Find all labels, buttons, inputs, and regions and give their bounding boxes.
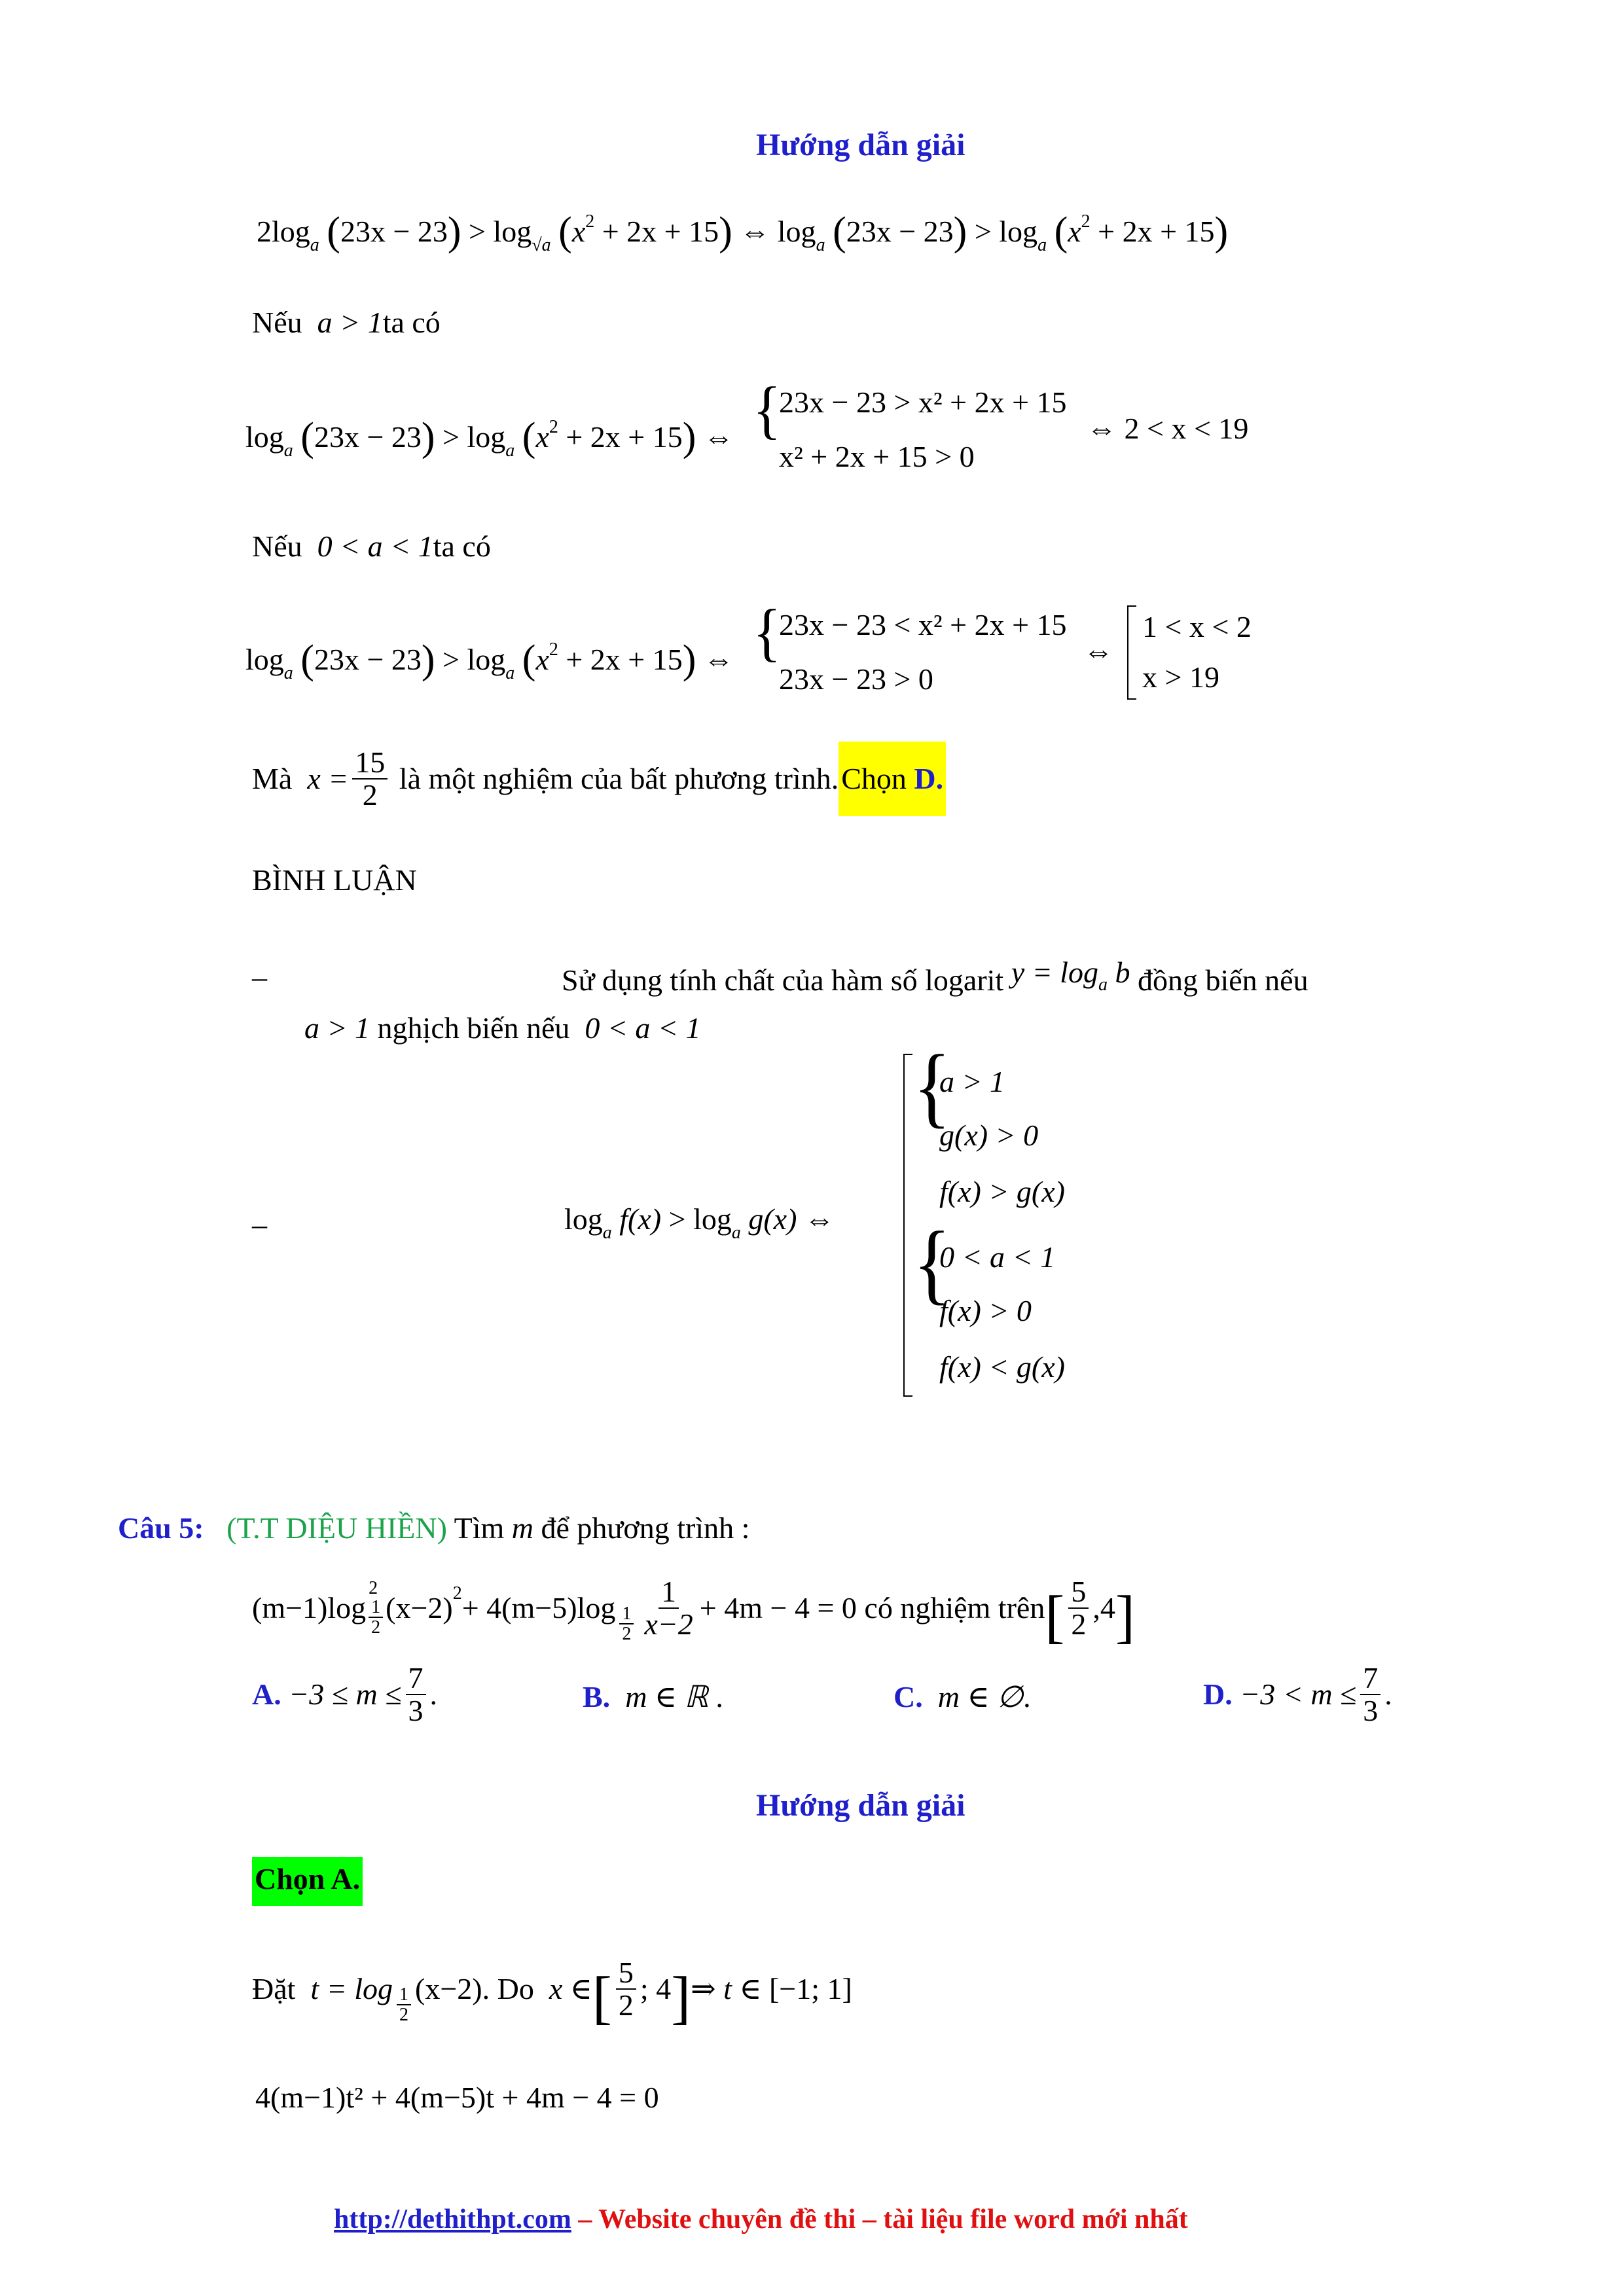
condition-5: f(x) > 0 bbox=[939, 1294, 1032, 1327]
condition-2: g(x) > 0 bbox=[939, 1119, 1039, 1152]
question-5-header: Câu 5: (T.T DIỆU HIỀN) Tìm m để phương trình : bbox=[118, 1511, 750, 1545]
answer-choice: Chọn A. bbox=[252, 1864, 363, 1894]
question-5-equation: (m−1)log 2 $\frac{1}{2}$ (x−2) 2 + 4(m−5)log $\frac{1}{2}$ $\frac{1}{x-2}$ + 4m − 4 = 0 có nghiệm trên [ $\frac{5}{2}$ ,4 ] bbox=[252, 1575, 1135, 1650]
brace-icon: { bbox=[753, 374, 782, 446]
solution-heading: Hướng dẫn giải bbox=[756, 128, 965, 162]
brace-icon: { bbox=[913, 1035, 951, 1136]
footer bbox=[334, 2206, 1188, 2233]
brace-icon: { bbox=[913, 1212, 951, 1313]
bullet-1-line-2: a > 1 nghịch biến nếu 0 < a < 1 bbox=[304, 1011, 701, 1045]
final-equation: 4(m−1)t² + 4(m−5)t + 4m − 4 = 0 bbox=[255, 2081, 659, 2114]
footer-link[interactable]: http://dethithpt.com bbox=[334, 2204, 571, 2234]
system-2-result-2: x > 19 bbox=[1142, 660, 1219, 694]
case-a-greater-1: Nếu a > 1ta có bbox=[252, 306, 441, 339]
brace-icon: { bbox=[753, 597, 782, 668]
substitution-line: Đặt t = log $\frac{1}{2}$ (x−2). Do x ∈ [ $\frac{5}{2}$ ; 4 ] ⇒ t ∈ [−1; 1] bbox=[252, 1956, 852, 2031]
system-1-row-1: 23x − 23 > x² + 2x + 15 bbox=[779, 386, 1067, 419]
bracket-icon bbox=[903, 1054, 912, 1397]
footer-text: – Website chuyên đề thi – tài liệu file word mới nhất bbox=[571, 2204, 1188, 2234]
system-1-lhs: $\log_a (23x - 23) > \log_a (x^2 + 2x + 15)$ ⇔ bbox=[245, 415, 734, 461]
comment-heading: BÌNH LUẬN bbox=[252, 863, 417, 897]
solution-heading-2: Hướng dẫn giải bbox=[756, 1788, 965, 1823]
system-1-result: ⇔ 2 < x < 19 bbox=[1087, 412, 1249, 445]
conclusion-line: Mà x = $\frac{15}{2}$ là một nghiệm của bất phương trình. Chọn D. bbox=[252, 742, 946, 816]
bullet-2-lhs: $\log_a f(x) > \log_a g(x)$ ⇔ bbox=[564, 1202, 835, 1243]
condition-6: f(x) < g(x) bbox=[939, 1350, 1065, 1384]
case-a-less-1: Nếu 0 < a < 1ta có bbox=[252, 529, 491, 563]
option-d[interactable]: D. −3 < m ≤ $\frac{7}{3}$ . bbox=[1203, 1661, 1392, 1728]
bracket-icon bbox=[1127, 605, 1136, 700]
system-2-result-1: 1 < x < 2 bbox=[1142, 610, 1252, 643]
bullet-dash: – bbox=[252, 1208, 267, 1241]
condition-4: 0 < a < 1 bbox=[939, 1240, 1056, 1274]
system-2-lhs: $\log_a (23x - 23) > \log_a (x^2 + 2x + 15)$ ⇔ bbox=[245, 637, 734, 683]
condition-3: f(x) > g(x) bbox=[939, 1175, 1065, 1208]
bullet-dash: – bbox=[252, 960, 267, 994]
equation-1: $2\log_a$ $(23x - 23) > \log_{√a} (x^2 + 2x + 15)$ ⇔ $\log_a (23x - 23) > \log_a (x^2 + 2x + 15)$ bbox=[257, 209, 1229, 255]
option-a[interactable]: A. −3 ≤ m ≤ $\frac{7}{3}$ . bbox=[252, 1661, 437, 1728]
system-1-row-2: x² + 2x + 15 > 0 bbox=[779, 440, 975, 473]
system-2-row-2: 23x − 23 > 0 bbox=[779, 662, 933, 696]
condition-1: a > 1 bbox=[939, 1065, 1005, 1098]
option-c[interactable]: C. m ∈ ∅. bbox=[893, 1680, 1031, 1713]
system-2-row-1: 23x − 23 < x² + 2x + 15 bbox=[779, 608, 1067, 641]
bullet-1-text: Sử dụng tính chất của hàm số logarit y = loga b đồng biến nếu bbox=[562, 956, 1308, 997]
system-2-iff: ⇔ bbox=[1083, 634, 1113, 668]
option-b[interactable]: B. m ∈ ℝ . bbox=[583, 1680, 723, 1713]
